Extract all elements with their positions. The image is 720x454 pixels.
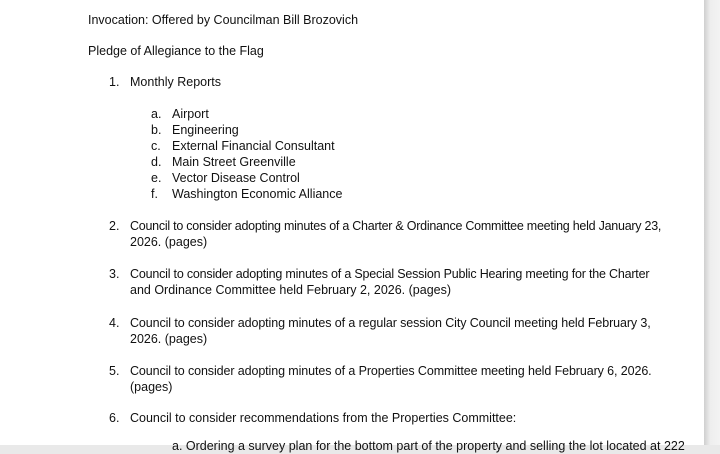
subitem-text: Main Street Greenville [172, 155, 296, 169]
subitem-text: Vector Disease Control [172, 171, 300, 185]
item-text-line1: Council to consider adopting minutes of a regular session City Council meeting held February 3, [130, 316, 651, 330]
subitem-text: External Financial Consultant [172, 139, 335, 153]
item-number: 3. [109, 267, 120, 281]
item-text-line1: Council to consider adopting minutes of a Special Session Public Hearing meeting for the Charter [130, 267, 650, 281]
item-number: 6. [109, 411, 120, 425]
page-edge-shadow [704, 0, 720, 445]
subitem-letter: e. [151, 171, 162, 185]
item-text-line2: 2026. (pages) [130, 235, 208, 249]
subitem-letter: b. [151, 123, 162, 137]
item-number: 2. [109, 219, 120, 233]
invocation-line: Invocation: Offered by Councilman Bill Brozovich [88, 13, 359, 27]
item-text-line1: Council to consider recommendations from the Properties Committee: [130, 411, 517, 425]
cut-off-subitem: a. Ordering a survey plan for the bottom part of the property and selling the lot located at 222 [172, 439, 685, 453]
item-number: 1. [109, 75, 120, 89]
subitem-text: Engineering [172, 123, 239, 137]
subitem-letter: f. [151, 187, 158, 201]
item-number: 4. [109, 316, 120, 330]
item-text-line1: Council to consider adopting minutes of a Properties Committee meeting held February 6, 2026. [130, 364, 652, 378]
subitem-letter: c. [151, 139, 161, 153]
item-text-line1: Council to consider adopting minutes of a Charter & Ordinance Committee meeting held January 23, [130, 219, 662, 233]
subitem-text: Airport [172, 107, 209, 121]
item-text-line2: and Ordinance Committee held February 2, 2026. (pages) [130, 283, 452, 297]
item-number: 5. [109, 364, 120, 378]
item-text: Monthly Reports [130, 75, 222, 89]
subitem-letter: d. [151, 155, 162, 169]
subitem-letter: a. [151, 107, 162, 121]
subitem-text: Washington Economic Alliance [172, 187, 343, 201]
pledge-line: Pledge of Allegiance to the Flag [88, 44, 264, 58]
item-text-line2: 2026. (pages) [130, 332, 208, 346]
item-text-line2: (pages) [130, 380, 173, 394]
